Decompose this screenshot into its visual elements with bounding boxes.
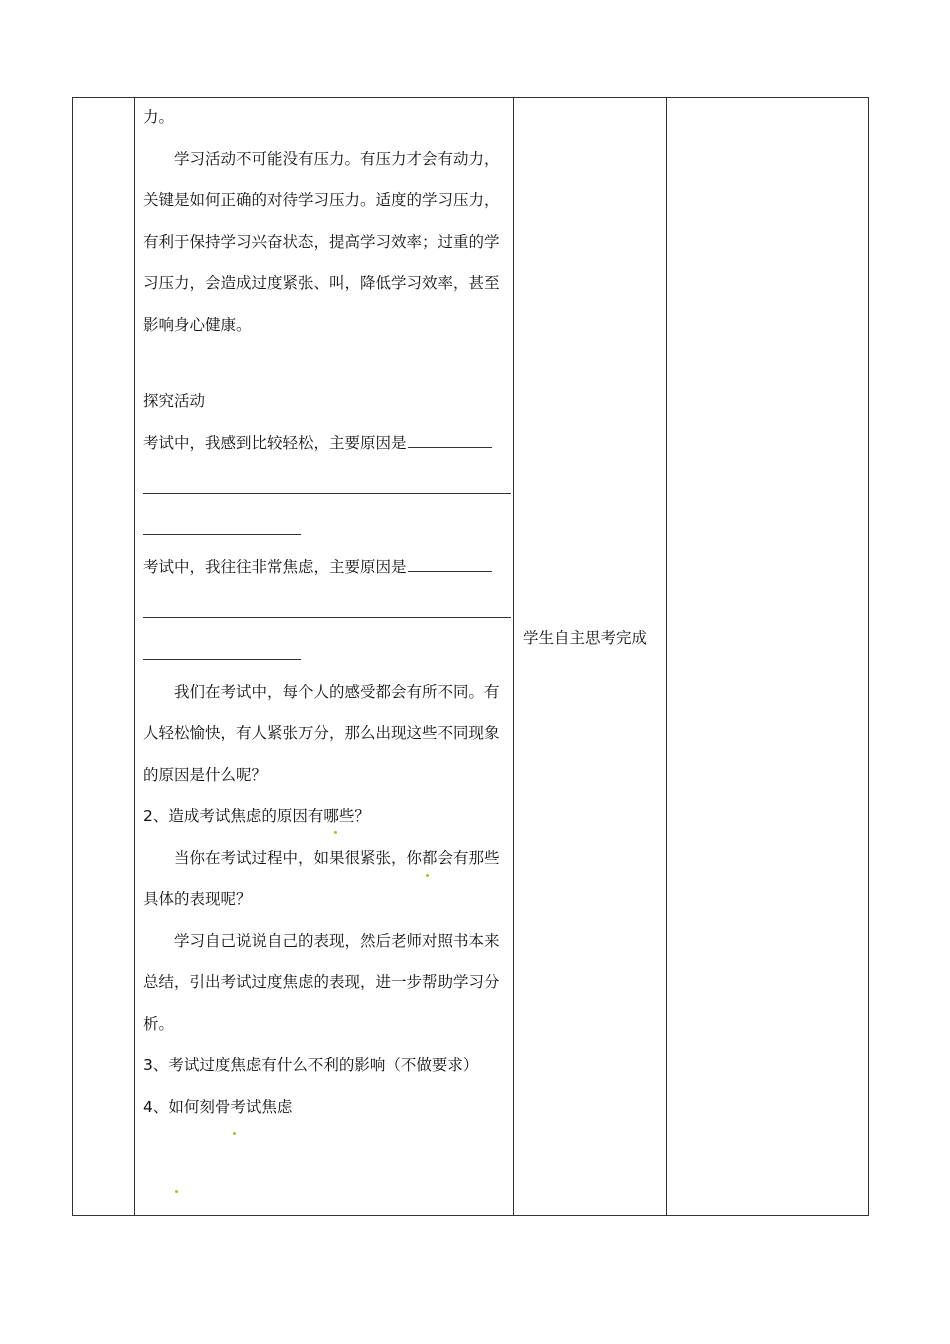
speck-mark: [233, 1132, 236, 1135]
teaching-content-cell: [143, 97, 511, 1128]
answer-blank-line[interactable]: [143, 630, 511, 672]
question-text: 考试中，我往往非常焦虑，主要原因是: [143, 558, 407, 576]
text-line: 力。: [143, 108, 175, 126]
paragraph: 学习活动不可能没有压力。有压力才会有动力，关键是如何正确的对待学习压力。适度的学习压力，有利于保持学习兴奋状态，提高学习效率；过重的学习压力，会造成过度紧张、叫，降低学习效率，甚至影响身心健康。: [143, 149, 500, 334]
answer-blank-line[interactable]: [143, 464, 511, 506]
speck-mark: [175, 1190, 178, 1193]
answer-blank[interactable]: [408, 570, 492, 572]
column-divider: [134, 98, 135, 1215]
list-item: 3、考试过度焦虑有什么不利的影响（不做要求）: [143, 1056, 479, 1074]
list-item: 2、造成考试焦虑的原因有哪些？: [143, 807, 370, 825]
column-divider: [666, 98, 667, 1215]
paragraph: 当你在考试过程中，如果很紧张，你都会有那些具体的表现呢？: [143, 848, 500, 908]
question-line: [143, 547, 511, 589]
speck-mark: [334, 831, 337, 834]
paragraph: 学习自己说说自己的表现，然后老师对照书本来总结，引出考试过度焦虑的表现，进一步帮助学习分析。: [143, 931, 500, 1033]
student-activity-cell: 学生自主思考完成: [523, 629, 648, 647]
column-divider: [513, 98, 514, 1215]
question-line: [143, 423, 511, 465]
question-text: 考试中，我感到比较轻松，主要原因是: [143, 433, 407, 452]
list-item: 4、如何刻骨考试焦虑: [143, 1097, 293, 1116]
section-title: 探究活动: [143, 392, 206, 410]
answer-blank-line[interactable]: [143, 589, 511, 631]
answer-blank[interactable]: [408, 446, 492, 448]
answer-blank-line[interactable]: [143, 506, 511, 548]
speck-mark: [426, 874, 429, 877]
paragraph: 我们在考试中，每个人的感受都会有所不同。有人轻松愉快，有人紧张万分，那么出现这些不同现象的原因是什么呢？: [143, 682, 500, 784]
